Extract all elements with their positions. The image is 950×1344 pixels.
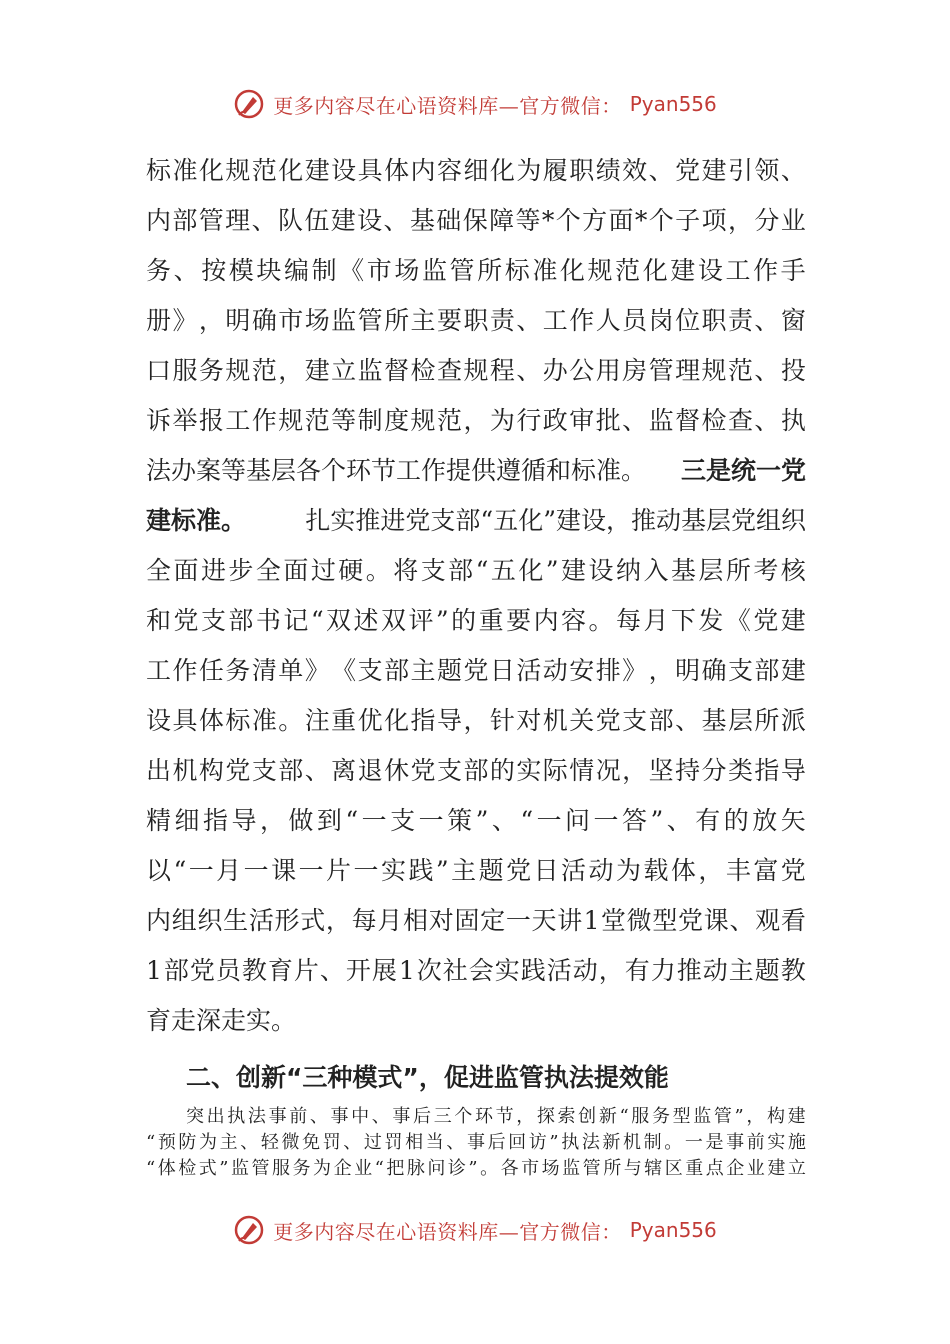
- text-line: 育走深走实。: [146, 1006, 297, 1035]
- text-line-mixed: [146, 496, 806, 546]
- text-line: 以 “ 一 月 一 课 一 片 一 实 践 ” 主 题 党 日 活 动 为 载 体 ， 丰 富 党: [146, 856, 806, 885]
- small-text-line: “ 预 防 为 主 、 轻 微 免 罚 、 过 罚 相 当 、 事 后 回 访 ” 执 法 新 机 制 。 一 是 事 前 实 施: [146, 1132, 806, 1153]
- pen-nib-logo-icon: [233, 1214, 265, 1246]
- text-line: 设 具 体 标 准 。 注 重 优 化 指 导 ， 针 对 机 关 党 支 部 、 基 层 所 派: [146, 706, 806, 735]
- text-line: 务 、 按 模 块 编 制 《 市 场 监 管 所 标 准 化 规 范 化 建 设 工 作 手: [146, 256, 806, 285]
- text-line: 口 服 务 规 范 ， 建 立 监 督 检 查 规 程 、 办 公 用 房 管 理 规 范 、 投: [146, 356, 806, 385]
- watermark-text: 更多内容尽在心语资料库—官方微信：: [273, 93, 622, 118]
- text-line: 工 作 任 务 清 单 》 《 支 部 主 题 党 日 活 动 安 排 》 ， 明 确 支 部 建: [146, 656, 806, 685]
- text-line: 册 》 ， 明 确 市 场 监 管 所 主 要 职 责 、 工 作 人 员 岗 位 职 责 、 窗: [146, 306, 806, 335]
- watermark-text: 更多内容尽在心语资料库—官方微信：: [273, 1219, 622, 1244]
- text-run: 突 出 执 法 事 前 、 事 中 、 事 后 三 个 环 节 ， 探 索 创 新 “ 服 务 型 监 管 ” ， 构 建: [186, 1106, 806, 1127]
- footer-watermark: [0, 1212, 950, 1248]
- text-line: 全 面 进 步 全 面 过 硬 。 将 支 部 “ 五 化 ” 建 设 纳 入 基 层 所 考 核: [146, 556, 806, 585]
- text-line: 精 细 指 导 ， 做 到 “ 一 支 一 策 ” 、 “ 一 问 一 答 ” 、 有 的 放 矢: [146, 806, 806, 835]
- text-line-mixed: [146, 446, 806, 496]
- body-paragraphs: [146, 146, 806, 1046]
- small-text-line: [146, 1104, 806, 1130]
- header-watermark: [0, 86, 950, 122]
- bold-lead-phrase: 建标准。: [146, 506, 247, 535]
- watermark-wechat-id: Pyan556: [629, 1218, 717, 1242]
- text-line: 和 党 支 部 书 记 “ 双 述 双 评 ” 的 重 要 内 容 。 每 月 下 发 《 党 建: [146, 606, 806, 635]
- section-heading: 二、创新“三种模式”，促进监管执法提效能: [186, 1063, 669, 1092]
- text-line: 诉 举 报 工 作 规 范 等 制 度 规 范 ， 为 行 政 审 批 、 监 督 检 查 、 执: [146, 406, 806, 435]
- pen-nib-logo-icon: [233, 88, 265, 120]
- text-run: 法办案等基层各个环节工作提供遵循和标准。: [146, 456, 647, 485]
- small-text-line: “ 体 检 式 ” 监 管 服 务 为 企 业 “ 把 脉 问 诊 ” 。 各 市 场 监 管 所 与 辖 区 重 点 企 业 建 立: [146, 1158, 806, 1179]
- small-paragraph: [146, 1104, 806, 1182]
- text-line: 内 组 织 生 活 形 式 ， 每 月 相 对 固 定 一 天 讲 1 堂 微 型 党 课 、 观 看: [146, 906, 806, 935]
- watermark-wechat-id: Pyan556: [629, 92, 717, 116]
- text-run: 扎实推进党支部“五化”建设，推动基层党组织: [305, 506, 806, 535]
- bold-lead-phrase: 三是统一党: [680, 456, 806, 485]
- text-line: 1 部 党 员 教 育 片 、 开 展 1 次 社 会 实 践 活 动 ， 有 力 推 动 主 题 教: [146, 956, 806, 985]
- text-line: 内 部 管 理 、 队 伍 建 设 、 基 础 保 障 等 * 个 方 面 * 个 子 项 ， 分 业: [146, 206, 806, 235]
- text-line: 标 准 化 规 范 化 建 设 具 体 内 容 细 化 为 履 职 绩 效 、 党 建 引 领 、: [146, 156, 806, 185]
- text-line: 出 机 构 党 支 部 、 离 退 休 党 支 部 的 实 际 情 况 ， 坚 持 分 类 指 导: [146, 756, 806, 785]
